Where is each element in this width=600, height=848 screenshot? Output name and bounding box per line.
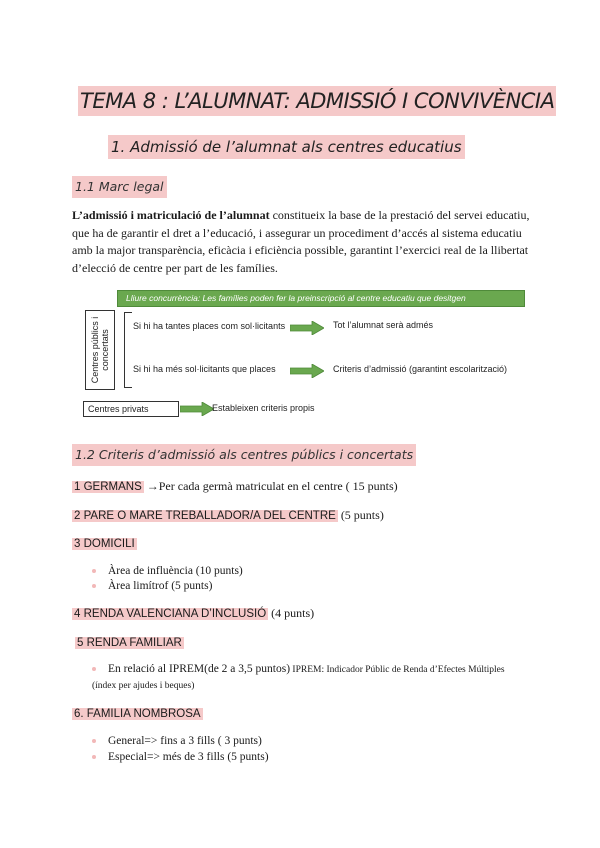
intro-bold-text: L’admissió i matriculació de l’alumnat xyxy=(72,208,270,222)
subsection-1-2-heading: 1.2 Criteris d’admissió als centres públics i concertats xyxy=(72,444,416,466)
page-title: TEMA 8 : L’ALUMNAT: ADMISSIÓ I CONVIVÈNCIA xyxy=(78,86,556,116)
criterion-2-text: (5 punts) xyxy=(337,508,384,522)
criterion-6 xyxy=(72,705,203,723)
row1-condition: Si hi ha tantes places com sol·licitants xyxy=(133,321,286,331)
list-item: Àrea limítrof (5 punts) xyxy=(92,578,212,594)
criterion-3 xyxy=(72,535,137,553)
public-centres-box xyxy=(85,310,115,390)
row2-result: Criteris d’admissió (garantint escolarització) xyxy=(333,364,508,374)
list-item: Àrea de influència (10 punts) xyxy=(92,563,243,579)
row1-result: Tot l’alumnat serà admés xyxy=(333,320,434,330)
criterion-4-label: 4 RENDA VALENCIANA D’INCLUSIÓ xyxy=(74,608,267,620)
criterion-6-label: 6. FAMILIA NOMBROSA xyxy=(74,708,201,720)
intro-text: constitueix la base de la prestació del servei educatiu, que ha de garantir el dret a l’educació, i assegurar un procediment d’accés al sistema educatiu amb la major transparència, eficàcia i eficiència possible, garantint l’exercici real de la llibertat d’elecció de centre per part de les famílies. xyxy=(72,208,530,275)
subsection-1-1-heading: 1.1 Marc legal xyxy=(72,176,167,198)
bullet-icon xyxy=(92,584,96,588)
diagram-bracket xyxy=(124,312,132,388)
list-item: General=> fins a 3 fills ( 3 punts) xyxy=(92,733,262,749)
section-1-heading: 1. Admissió de l’alumnat als centres educatius xyxy=(108,135,465,159)
criterion-2-label: 2 PARE O MARE TREBALLADOR/A DEL CENTRE xyxy=(74,510,336,522)
criterion-5 xyxy=(75,634,184,652)
criterion-1-label: 1 GERMANS xyxy=(74,481,142,493)
criterion-4 xyxy=(72,605,314,623)
list-item: En relació al IPREM(de 2 a 3,5 puntos) IPREM: Indicador Públic de Renda d’Efectes Múltiples (índex per ajudes i beques) xyxy=(92,663,505,691)
private-centres-box: Centres privats xyxy=(83,401,179,417)
row2-condition: Si hi ha més sol·licitants que places xyxy=(133,364,276,374)
arrow-right-icon xyxy=(290,364,324,378)
criterion-5-label: 5 RENDA FAMILIAR xyxy=(77,637,182,649)
criterion-1-text: →Per cada germà matriculat en el centre ( 15 punts) xyxy=(143,479,398,493)
diagram-banner: Lliure concurrència: Les famílies poden fer la preinscripció al centre educatiu que desitgen xyxy=(117,290,525,307)
criterion-3-label: 3 DOMICILI xyxy=(74,538,135,550)
bullet-icon xyxy=(92,569,96,573)
public-centres-label: Centres públics i concertats xyxy=(90,316,110,384)
criterion-4-text: (4 punts) xyxy=(268,606,315,620)
arrow-right-icon xyxy=(290,321,324,335)
bullet-icon xyxy=(92,667,96,671)
private-result: Estableixen criteris propis xyxy=(212,403,315,413)
list-item: Especial=> més de 3 fills (5 punts) xyxy=(92,749,269,765)
intro-paragraph xyxy=(72,207,532,277)
criterion-1 xyxy=(72,478,398,496)
criterion-2 xyxy=(72,507,384,525)
arrow-right-icon xyxy=(180,402,214,416)
bullet-icon xyxy=(92,755,96,759)
bullet-icon xyxy=(92,739,96,743)
